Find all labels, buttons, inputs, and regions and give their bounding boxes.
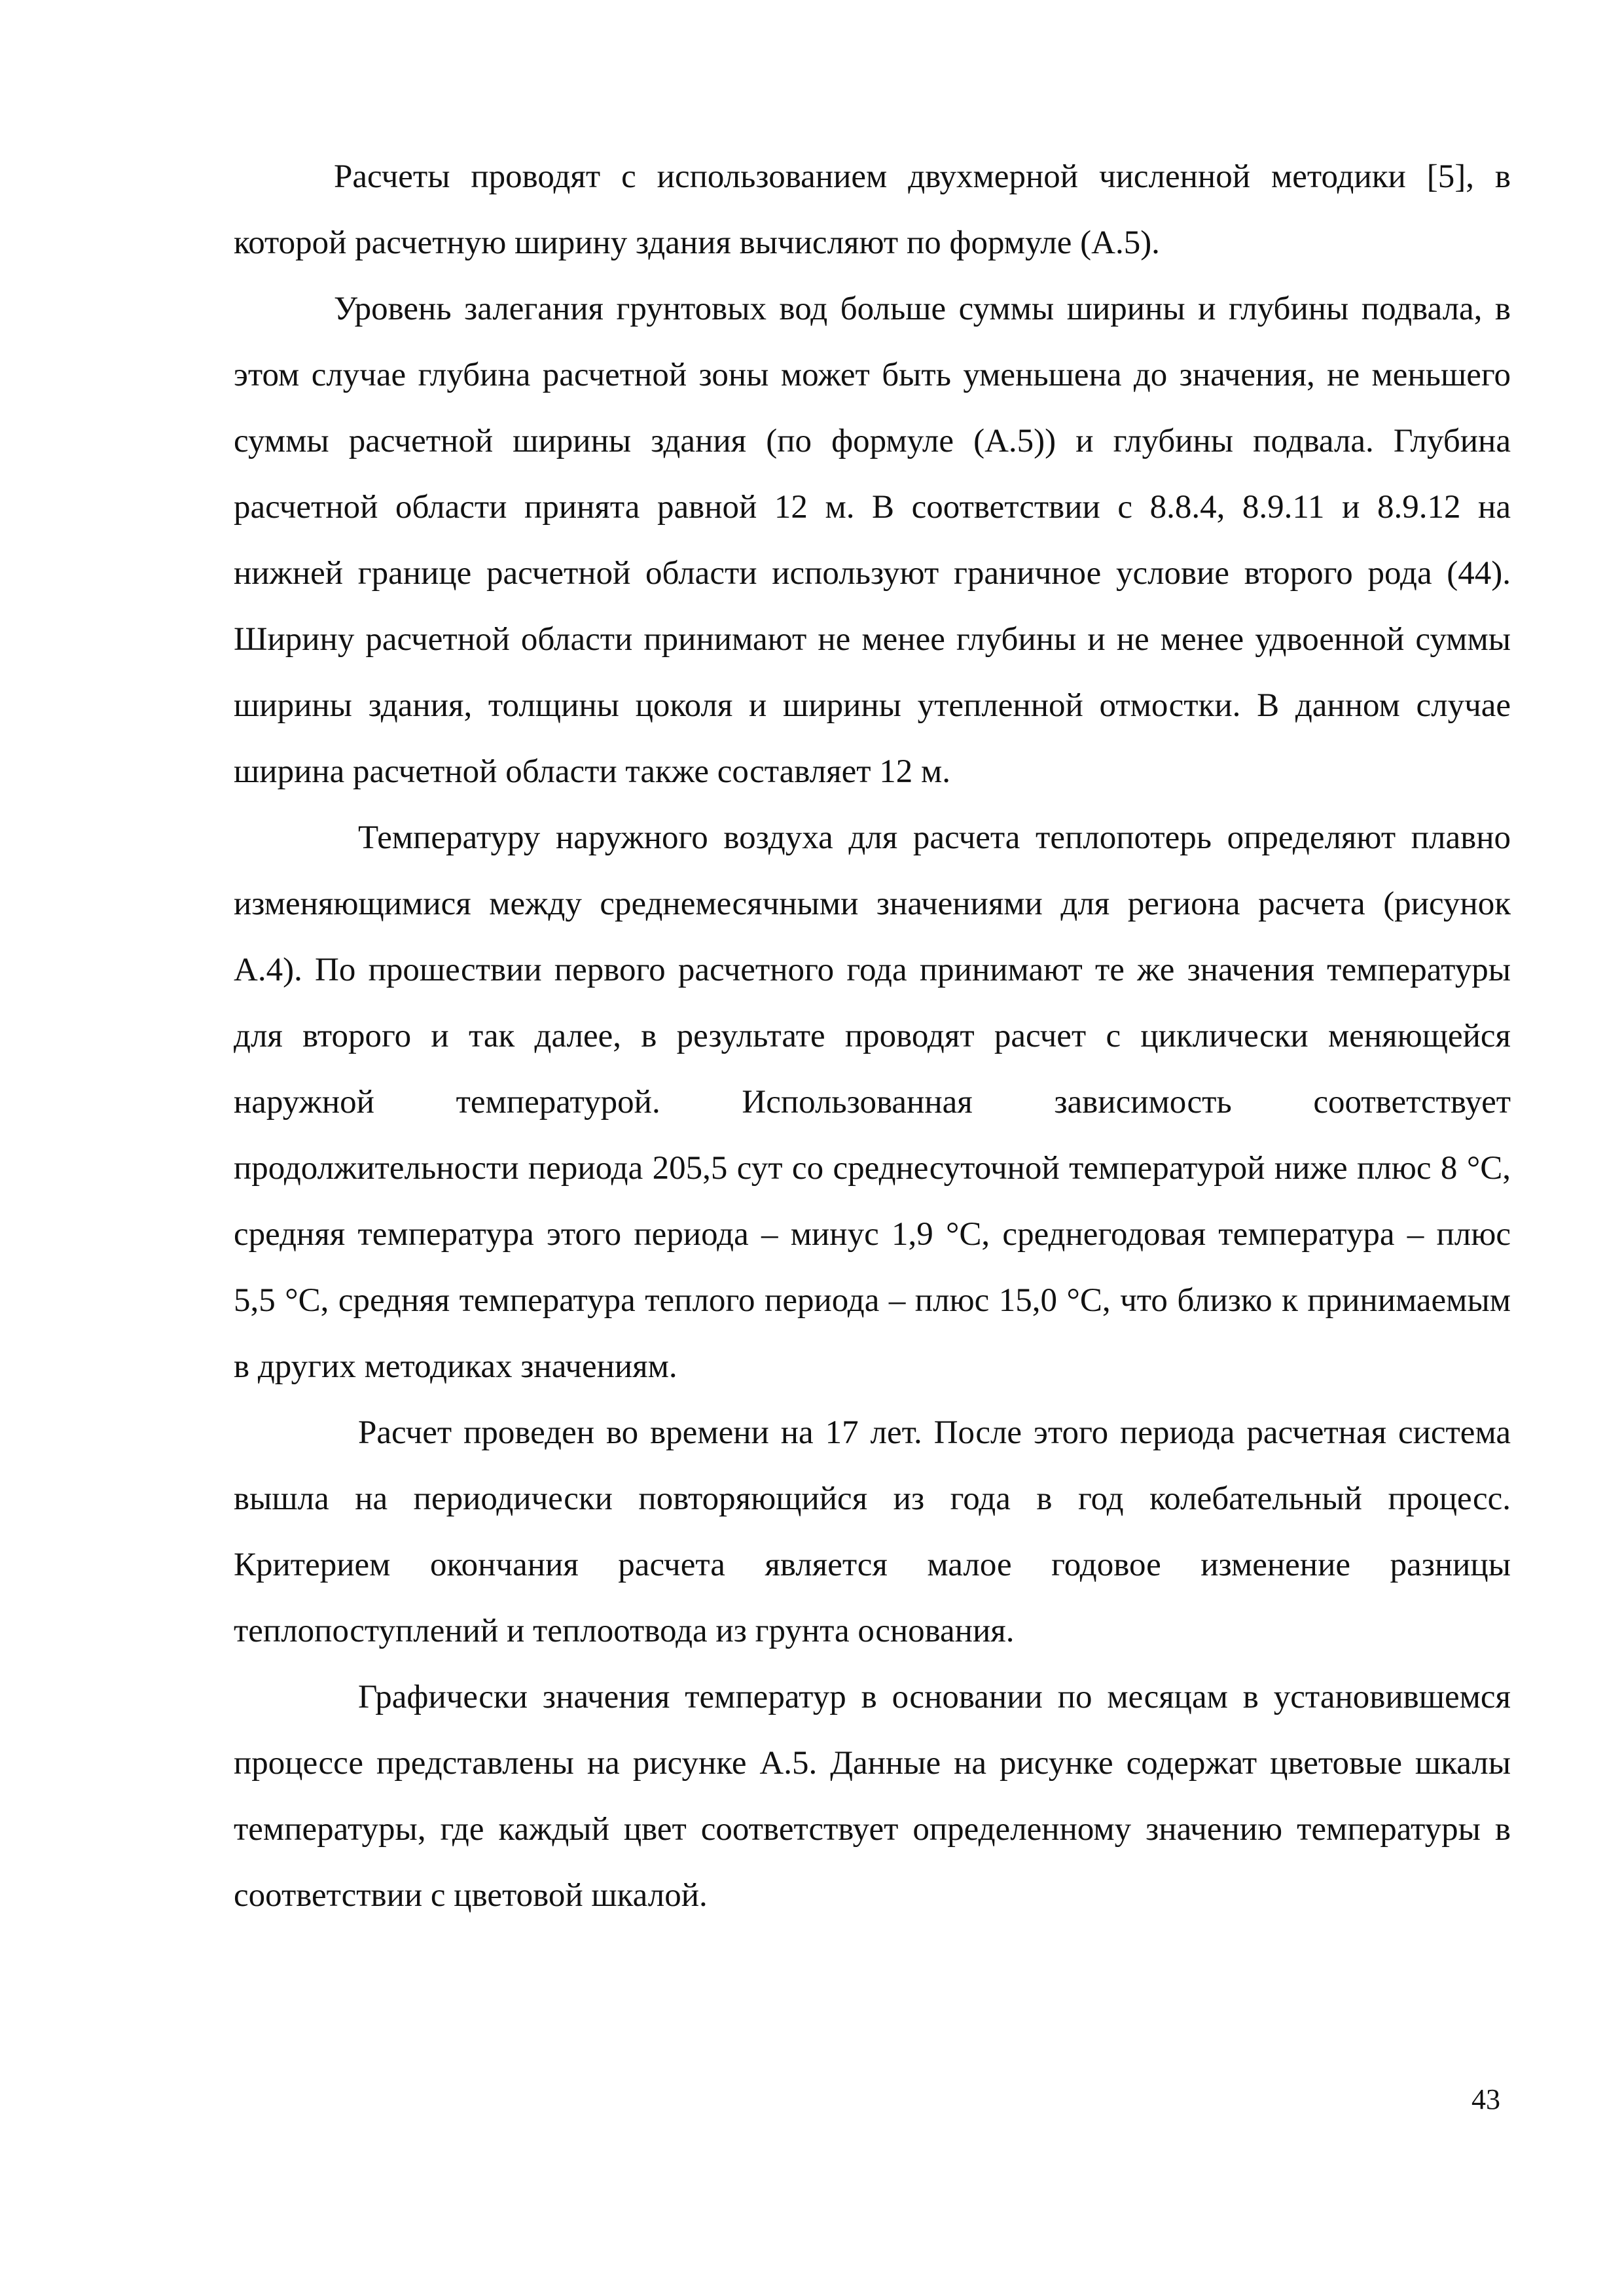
page-number: 43: [1471, 2083, 1500, 2115]
paragraph-calculation-method: Расчеты проводят с использованием двухмерной численной методики [5], в которой расчетную ширину здания вычисляют по формуле (А.5).: [234, 158, 1511, 261]
paragraph-calculation-period: Расчет проведен во времени на 17 лет. После этого периода расчетная система вышла на периодически повторяющийся из года в год колебательный процесс. Критерием окончания расчета является малое годовое изменение разницы теплопоступлений и теплоотвода из грунта основания.: [234, 1414, 1511, 1649]
paragraph-outdoor-temperature: Температуру наружного воздуха для расчета теплопотерь определяют плавно изменяющимися между среднемесячными значениями для региона расчета (рисунок А.4). По прошествии первого расчетного года принимают те же значения температуры для второго и так далее, в результате проводят расчет с циклически меняющейся наружной температурой. Использованная зависимость соответствует продолжительности периода 205,5 сут со среднесуточной температурой ниже плюс 8 °С, средняя температура этого периода – минус 1,9 °С, среднегодовая температура – плюс 5,5 °С, средняя температура теплого периода – плюс 15,0 °С, что близко к принимаемым в других методиках значениям.: [234, 819, 1511, 1385]
document-page: [234, 144, 1511, 1929]
paragraph-temperature-graphics: Графически значения температур в основании по месяцам в установившемся процессе представлены на рисунке А.5. Данные на рисунке содержат цветовые шкалы температуры, где каждый цвет соответствует определенному значению температуры в соответствии с цветовой шкалой.: [234, 1679, 1511, 1914]
paragraph-groundwater-level: Уровень залегания грунтовых вод больше суммы ширины и глубины подвала, в этом случае глубина расчетной зоны может быть уменьшена до значения, не меньшего суммы расчетной ширины здания (по формуле (А.5)) и глубины подвала. Глубина расчетной области принята равной 12 м. В соответствии с 8.8.4, 8.9.11 и 8.9.12 на нижней границе расчетной области используют граничное условие второго рода (44). Ширину расчетной области принимают не менее глубины и не менее удвоенной суммы ширины здания, толщины цоколя и ширины утепленной отмостки. В данном случае ширина расчетной области также составляет 12 м.: [234, 291, 1511, 790]
